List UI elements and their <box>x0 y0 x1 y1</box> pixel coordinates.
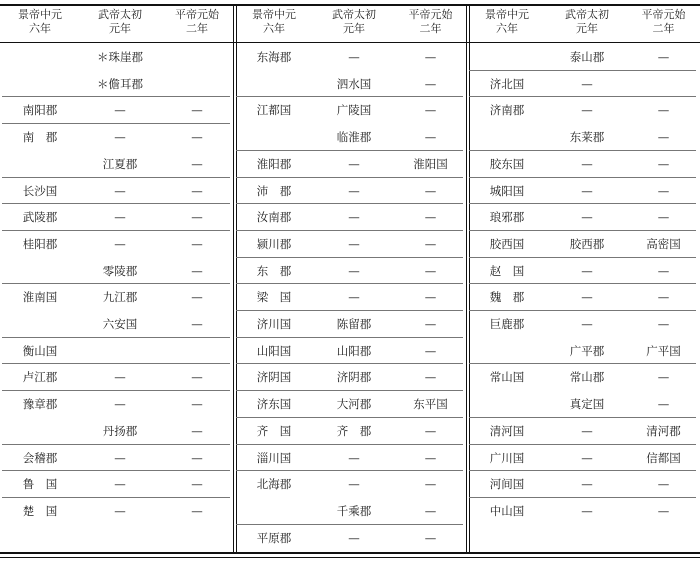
table-cell: 济南郡 <box>489 103 525 118</box>
table-cell: 齐 国 <box>256 423 292 438</box>
table-cell: 平原郡 <box>256 530 292 545</box>
table-cell: 济阴郡 <box>336 370 372 385</box>
table-cell: 魏 郡 <box>489 290 525 305</box>
table-cell: — <box>581 423 593 438</box>
table-cell: — <box>191 450 203 465</box>
table-cell: — <box>581 503 593 518</box>
table-cell: — <box>424 103 437 118</box>
table-cell: — <box>191 477 203 492</box>
table-cell: 颍川郡 <box>256 236 292 251</box>
table-cell: — <box>191 103 203 118</box>
row-separator <box>236 257 463 258</box>
row-separator <box>236 177 463 178</box>
table-cell <box>80 338 160 364</box>
table-cell: — <box>581 263 593 278</box>
table-cell: — <box>424 450 437 465</box>
table-cell: 广陵国 <box>336 103 372 118</box>
table-cell: 常山郡 <box>569 370 605 385</box>
table-cell: 临淮郡 <box>336 130 372 145</box>
table-cell: — <box>424 183 437 198</box>
row-separator <box>236 96 463 97</box>
table-cell: — <box>424 236 437 251</box>
table-cell: 千乘郡 <box>336 503 372 518</box>
table-cell: — <box>191 183 203 198</box>
table-cell: ＊儋耳郡 <box>97 76 143 91</box>
row-separator <box>2 337 230 338</box>
table-cell: 南 郡 <box>22 130 58 145</box>
table-cell: 陈留郡 <box>336 317 372 331</box>
table-cell: — <box>191 370 203 385</box>
row-separator <box>2 470 230 471</box>
top-rule <box>0 4 700 6</box>
table-cell: 北海郡 <box>256 477 292 492</box>
table-cell: — <box>581 450 593 465</box>
table-cell: — <box>657 183 670 198</box>
table-cell <box>160 44 234 70</box>
column-header: 武帝太初 元年 <box>332 8 376 35</box>
column-header: 平帝元始 二年 <box>408 8 453 35</box>
table-cell: — <box>348 50 360 64</box>
table-cell: — <box>348 290 360 305</box>
table-cell: — <box>191 423 203 438</box>
table-cell: — <box>114 370 126 385</box>
table-cell <box>467 338 547 364</box>
row-separator <box>236 150 463 151</box>
table-cell: 武陵郡 <box>22 210 58 225</box>
row-separator <box>469 177 696 178</box>
table-cell <box>234 71 314 97</box>
row-separator <box>469 363 696 364</box>
table-cell <box>234 124 314 150</box>
table-cell: — <box>657 156 670 171</box>
table-cell: — <box>191 317 203 331</box>
table-cell: — <box>581 76 593 91</box>
table-cell: 清河郡 <box>646 423 681 438</box>
row-separator <box>469 444 696 445</box>
table-cell: — <box>191 263 203 278</box>
table-cell: — <box>424 423 437 438</box>
column-header: 平帝元始 二年 <box>175 8 219 35</box>
table-cell <box>0 71 80 97</box>
table-cell: — <box>191 156 203 171</box>
row-separator <box>469 310 696 311</box>
table-cell: 江都国 <box>256 103 292 118</box>
table-cell: 衡山国 <box>22 343 58 358</box>
table-cell: — <box>657 103 670 118</box>
table-cell: — <box>424 343 437 358</box>
table-cell: 淮阳国 <box>413 156 448 171</box>
table-cell: — <box>657 130 670 145</box>
table-cell: — <box>114 236 126 251</box>
table-cell: — <box>657 263 670 278</box>
table-cell: 淮阳郡 <box>256 156 292 171</box>
table-cell: 胶东国 <box>489 156 525 171</box>
table-cell: — <box>581 156 593 171</box>
table-cell: 广平郡 <box>569 343 605 358</box>
table-cell: — <box>657 370 670 385</box>
table-cell: 东平国 <box>413 397 448 412</box>
table-cell: — <box>657 317 670 331</box>
table-cell <box>160 71 234 97</box>
row-separator <box>236 337 463 338</box>
table-cell <box>467 124 547 150</box>
table-cell <box>0 151 80 177</box>
row-separator <box>236 470 463 471</box>
table-cell: 零陵郡 <box>102 263 138 278</box>
table-cell: 广平国 <box>646 343 681 358</box>
table-cell: — <box>657 290 670 305</box>
table-cell: 济东国 <box>256 397 292 412</box>
row-separator <box>469 203 696 204</box>
table-cell: — <box>191 130 203 145</box>
table-cell: — <box>581 183 593 198</box>
table-cell: 真定国 <box>569 397 605 412</box>
table-cell: 长沙国 <box>22 183 58 198</box>
table-cell: 梁 国 <box>256 290 292 305</box>
table-cell: 胶西郡 <box>569 236 605 251</box>
table-cell <box>0 44 80 70</box>
table-cell: 卢江郡 <box>22 370 58 385</box>
table-cell: — <box>581 317 593 331</box>
table-cell: 河间国 <box>489 477 525 492</box>
table-cell: 鲁 国 <box>22 477 58 492</box>
table-cell: — <box>191 397 203 412</box>
table-cell <box>234 498 314 524</box>
table-cell: 信都国 <box>646 450 681 465</box>
table-cell: — <box>581 210 593 225</box>
table-cell: 中山国 <box>489 503 525 518</box>
column-header: 武帝太初 元年 <box>565 8 609 35</box>
header-rule <box>0 42 700 43</box>
table-cell: — <box>114 477 126 492</box>
row-separator <box>2 230 230 231</box>
table-cell: — <box>348 236 360 251</box>
table-cell: 城阳国 <box>489 183 525 198</box>
table-cell: 广川国 <box>489 450 525 465</box>
table-cell: — <box>657 503 670 518</box>
table-cell: — <box>581 290 593 305</box>
table-cell <box>0 418 80 444</box>
table-cell: 琅邪郡 <box>489 210 525 225</box>
row-separator <box>236 444 463 445</box>
row-separator <box>2 203 230 204</box>
table-cell: — <box>114 450 126 465</box>
table-cell: — <box>114 130 126 145</box>
row-separator <box>236 524 463 525</box>
table-cell: — <box>114 210 126 225</box>
table-cell: 豫章郡 <box>22 397 58 412</box>
table-cell: — <box>424 76 437 91</box>
table-cell: 巨鹿郡 <box>489 317 525 331</box>
table-cell: 大河郡 <box>336 397 372 412</box>
row-separator <box>469 150 696 151</box>
row-separator <box>236 363 463 364</box>
table-cell <box>0 311 80 337</box>
row-separator <box>2 96 230 97</box>
table-cell: — <box>348 450 360 465</box>
table-cell: 东海郡 <box>256 50 292 64</box>
row-separator <box>2 123 230 124</box>
table-cell: 山阳郡 <box>336 343 372 358</box>
row-separator <box>469 497 696 498</box>
table-cell: — <box>114 103 126 118</box>
table-cell: — <box>114 183 126 198</box>
table-cell: 九江郡 <box>102 290 138 305</box>
row-separator <box>2 177 230 178</box>
table-cell: — <box>657 477 670 492</box>
table-cell: — <box>424 317 437 331</box>
table-cell: — <box>424 50 437 64</box>
table-cell: 会稽郡 <box>22 450 58 465</box>
table-cell: — <box>348 156 360 171</box>
row-separator <box>469 470 696 471</box>
table-cell: — <box>424 210 437 225</box>
row-separator <box>236 310 463 311</box>
table-cell: 丹扬郡 <box>102 423 138 438</box>
row-separator <box>469 70 696 71</box>
row-separator <box>236 283 463 284</box>
column-header: 平帝元始 二年 <box>641 8 686 35</box>
column-header: 景帝中元 六年 <box>252 8 296 35</box>
row-separator <box>469 283 696 284</box>
table-cell: 楚 国 <box>22 503 58 518</box>
bottom-rule-thin <box>0 557 700 558</box>
table-cell: — <box>581 103 593 118</box>
table-cell: 济阴国 <box>256 370 292 385</box>
table-cell: — <box>348 210 360 225</box>
row-separator <box>469 257 696 258</box>
table-cell: 清河国 <box>489 423 525 438</box>
table-cell <box>467 391 547 417</box>
table-cell: — <box>114 397 126 412</box>
table-cell: 六安国 <box>102 317 138 331</box>
table-cell: 山阳国 <box>256 343 292 358</box>
table-cell: 泰山郡 <box>569 50 605 64</box>
table-cell: — <box>191 210 203 225</box>
column-header: 景帝中元 六年 <box>485 8 529 35</box>
table-cell: — <box>424 130 437 145</box>
row-separator <box>236 417 463 418</box>
table-cell: 东 郡 <box>256 263 292 278</box>
table-cell: — <box>348 530 360 545</box>
row-separator <box>2 363 230 364</box>
table-cell: — <box>424 370 437 385</box>
row-separator <box>469 417 696 418</box>
row-separator <box>2 283 230 284</box>
table-cell: — <box>348 183 360 198</box>
table-cell: — <box>348 263 360 278</box>
table-cell <box>627 71 700 97</box>
table-cell <box>0 258 80 284</box>
table-cell <box>160 338 234 364</box>
row-separator <box>236 203 463 204</box>
table-cell: 沛 郡 <box>256 183 292 198</box>
table-cell: — <box>424 290 437 305</box>
table-cell: — <box>424 530 437 545</box>
table-cell: — <box>348 477 360 492</box>
table-cell: 南阳郡 <box>22 103 58 118</box>
row-separator <box>2 497 230 498</box>
table-cell: — <box>424 263 437 278</box>
table-cell: — <box>191 503 203 518</box>
table-cell: — <box>191 236 203 251</box>
table-cell: 济北国 <box>489 76 525 91</box>
table-cell: — <box>657 210 670 225</box>
column-header: 武帝太初 元年 <box>98 8 142 35</box>
table-cell: 淮南国 <box>22 290 58 305</box>
table-cell: 江夏郡 <box>102 156 138 171</box>
table-cell: 高密国 <box>646 236 681 251</box>
table-cell: 泗水国 <box>336 76 372 91</box>
table-cell: 常山国 <box>489 370 525 385</box>
table-cell: 齐 郡 <box>336 423 372 438</box>
row-separator <box>469 230 696 231</box>
row-separator <box>469 96 696 97</box>
table-cell: 汝南郡 <box>256 210 292 225</box>
table-cell: 淄川国 <box>256 450 292 465</box>
table-cell: — <box>657 397 670 412</box>
table-cell: 东莱郡 <box>569 130 605 145</box>
column-header: 景帝中元 六年 <box>18 8 62 35</box>
row-separator <box>2 390 230 391</box>
table-cell: 桂阳郡 <box>22 236 58 251</box>
row-separator <box>236 390 463 391</box>
bottom-rule <box>0 552 700 554</box>
table-cell: — <box>424 477 437 492</box>
table-cell: — <box>581 477 593 492</box>
row-separator <box>236 230 463 231</box>
table-cell: — <box>114 503 126 518</box>
table-cell: ＊珠崖郡 <box>97 50 143 64</box>
row-separator <box>2 444 230 445</box>
table-cell: 赵 国 <box>489 263 525 278</box>
table-cell <box>467 44 547 70</box>
table-cell: — <box>191 290 203 305</box>
table-cell: 胶西国 <box>489 236 525 251</box>
table-cell: 济川国 <box>256 317 292 331</box>
table-cell: — <box>424 503 437 518</box>
table-cell: — <box>657 50 670 64</box>
